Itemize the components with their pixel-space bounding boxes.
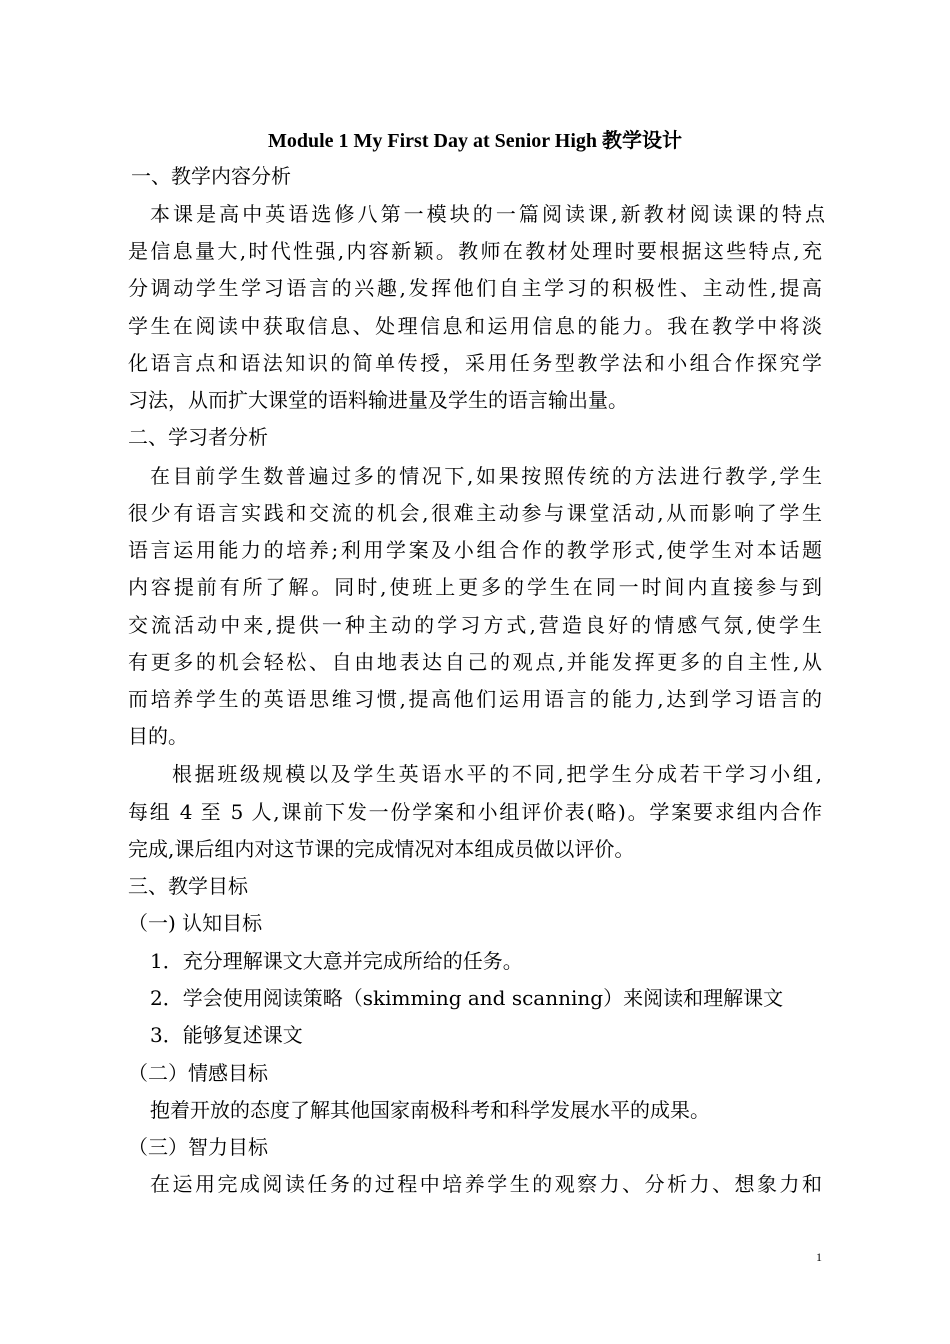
- paragraph-line: 分调动学生学习语言的兴趣,发挥他们自主学习的积极性、主动性,提高: [128, 276, 822, 300]
- paragraph-line: 抱着开放的态度了解其他国家南极科考和科学发展水平的成果。: [150, 1098, 710, 1122]
- paragraph-line: 学生在阅读中获取信息、处理信息和运用信息的能力。我在教学中将淡: [128, 314, 822, 338]
- paragraph-line: 语言运用能力的培养;利用学案及小组合作的教学形式,使学生对本话题: [128, 538, 822, 562]
- paragraph-line: 而培养学生的英语思维习惯,提高他们运用语言的能力,达到学习语言的: [128, 687, 822, 711]
- paragraph-line: 交流活动中来,提供一种主动的学习方式,营造良好的情感气氛,使学生: [128, 613, 822, 637]
- paragraph-line: 完成,课后组内对这节课的完成情况对本组成员做以评价。: [128, 837, 635, 861]
- paragraph-line: 是信息量大,时代性强,内容新颖。教师在教材处理时要根据这些特点,充: [128, 239, 822, 263]
- subsection-heading: （三）智力目标: [128, 1135, 268, 1159]
- paragraph-line: 在运用完成阅读任务的过程中培养学生的观察力、分析力、想象力和: [150, 1172, 822, 1196]
- paragraph-line: 内容提前有所了解。同时,使班上更多的学生在同一时间内直接参与到: [128, 575, 822, 599]
- paragraph-line: 有更多的机会轻松、自由地表达自己的观点,并能发挥更多的自主性,从: [128, 650, 822, 674]
- subsection-heading: （一) 认知目标: [128, 911, 263, 935]
- paragraph-line: 根据班级规模以及学生英语水平的不同,把学生分成若干学习小组,: [172, 762, 822, 786]
- paragraph-line: 习法，从而扩大课堂的语料输进量及学生的语言输出量。: [128, 388, 628, 412]
- paragraph-line: 很少有语言实践和交流的机会,很难主动参与课堂活动,从而影响了学生: [128, 501, 822, 525]
- list-item: 1．充分理解课文大意并完成所给的任务。: [150, 949, 523, 973]
- paragraph-line: 在目前学生数普遍过多的情况下,如果按照传统的方法进行教学,学生: [150, 464, 822, 488]
- list-item: 3．能够复述课文: [150, 1023, 303, 1047]
- page-number: 1: [816, 1250, 822, 1264]
- document-title: Module 1 My First Day at Senior High 教学设计: [267, 130, 683, 152]
- list-item: 2．学会使用阅读策略（skimming and scanning）来阅读和理解课文: [150, 986, 784, 1010]
- section-heading: 二、学习者分析: [128, 425, 268, 449]
- paragraph-line: 每组 4 至 5 人,课前下发一份学案和小组评价表(略)。学案要求组内合作: [128, 800, 822, 824]
- subsection-heading: （二）情感目标: [128, 1061, 268, 1085]
- paragraph-line: 目的。: [128, 724, 188, 748]
- section-heading: 三、教学目标: [128, 874, 248, 898]
- paragraph-line: 本课是高中英语选修八第一模块的一篇阅读课,新教材阅读课的特点: [150, 202, 825, 226]
- section-heading: 一、教学内容分析: [131, 164, 291, 188]
- paragraph-line: 化语言点和语法知识的简单传授，采用任务型教学法和小组合作探究学: [128, 351, 822, 375]
